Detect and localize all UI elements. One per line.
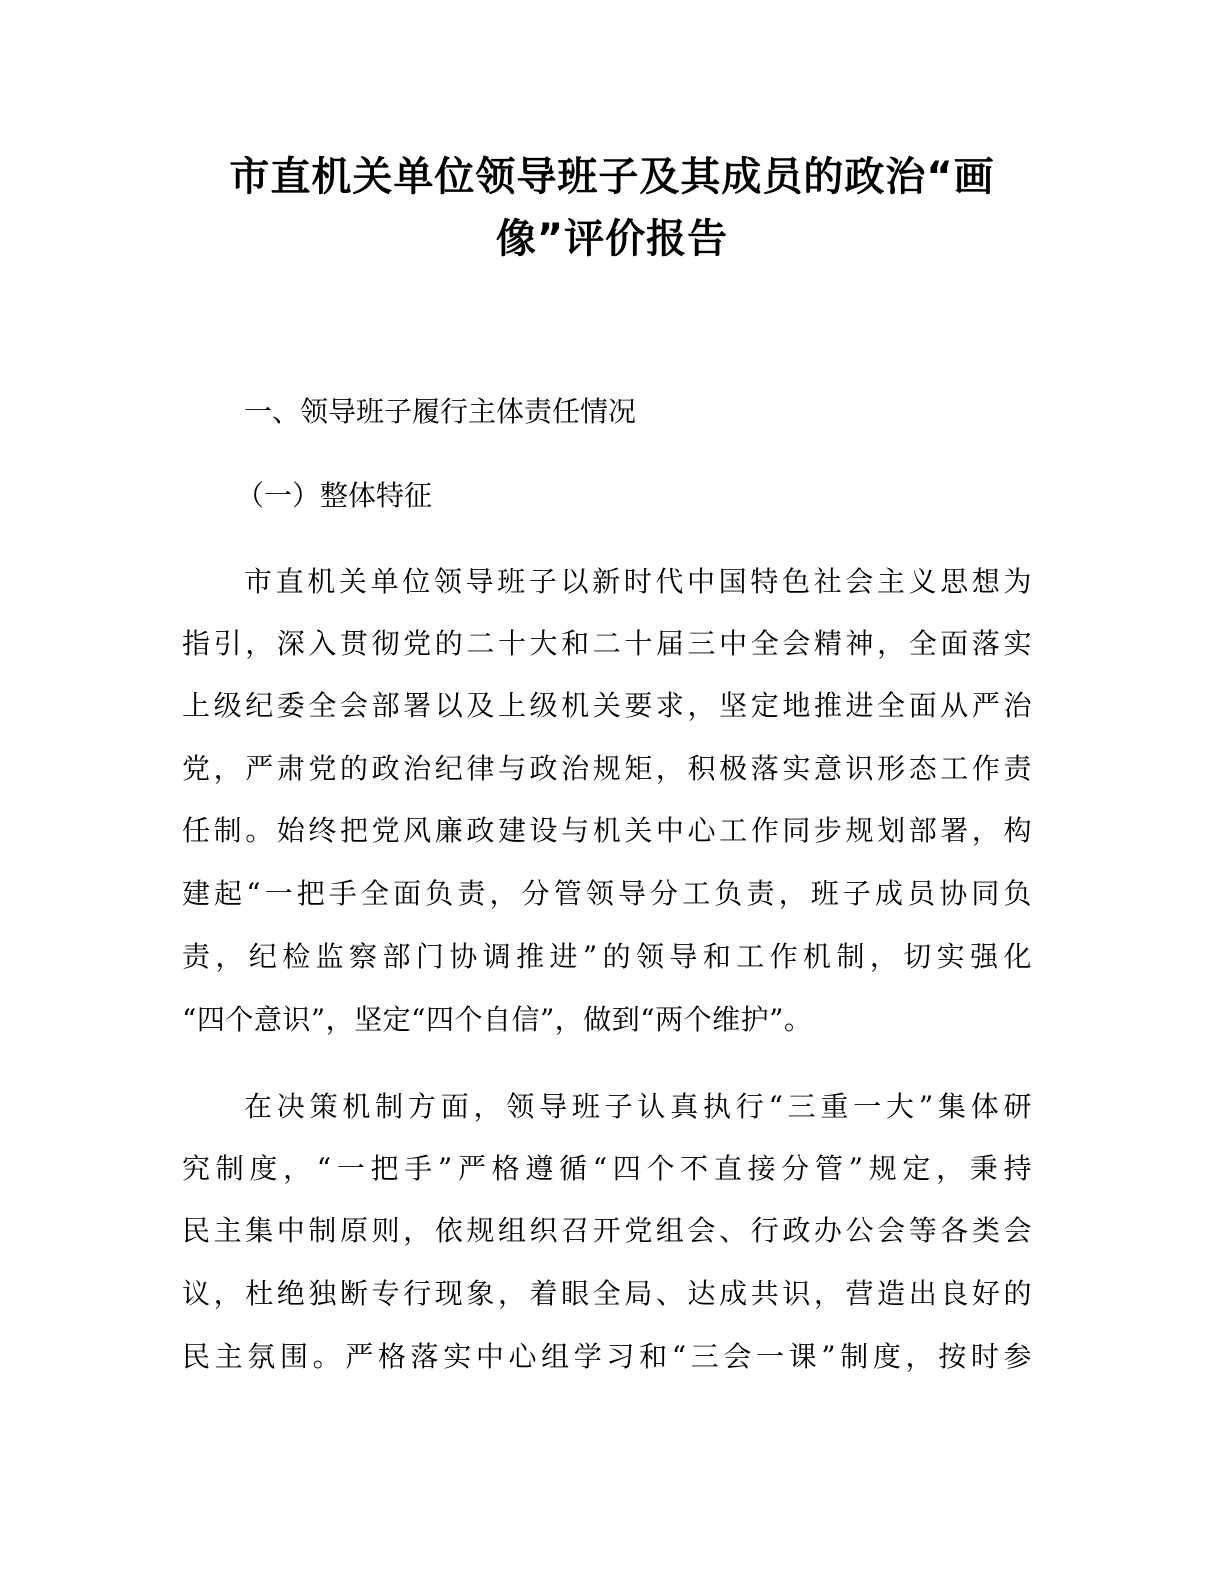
title-line-2: 像”评价报告 [495, 216, 729, 262]
section-heading: 一、领导班子履行主体责任情况 [244, 395, 637, 428]
title-line-1: 市直机关单位领导班子及其成员的政治“画 [229, 154, 995, 200]
paragraph-2-line: 民主氛围。严格落实中心组学习和“三会一课”制度，按时参 [182, 1340, 1032, 1373]
paragraph-1-line: 责，纪检监察部门协调推进”的领导和工作机制，切实强化 [182, 940, 1032, 973]
paragraph-1-line: 任制。始终把党风廉政建设与机关中心工作同步规划部署，构 [182, 814, 1032, 847]
paragraph-1-line: “四个意识”，坚定“四个自信”，做到“两个维护”。 [182, 1003, 813, 1036]
paragraph-1-line: 建起“一把手全面负责，分管领导分工负责，班子成员协同负 [182, 877, 1032, 910]
paragraph-1-line: 指引，深入贯彻党的二十大和二十届三中全会精神，全面落实 [182, 627, 1032, 660]
paragraph-2-line: 议，杜绝独断专行现象，着眼全局、达成共识，营造出良好的 [182, 1277, 1032, 1310]
subsection-heading: （一）整体特征 [236, 479, 433, 512]
paragraph-1-line: 党，严肃党的政治纪律与政治规矩，积极落实意识形态工作责 [182, 752, 1032, 785]
paragraph-2-line: 民主集中制原则，依规组织召开党组会、行政办公会等各类会 [182, 1214, 1032, 1247]
document-title [182, 146, 1042, 270]
paragraph-2-line: 究制度，“一把手”严格遵循“四个不直接分管”规定，秉持 [182, 1152, 1032, 1185]
paragraph-2-line: 在决策机制方面，领导班子认真执行“三重一大”集体研 [244, 1090, 1032, 1123]
paragraph-1-line: 市直机关单位领导班子以新时代中国特色社会主义思想为 [244, 565, 1032, 598]
paragraph-1-line: 上级纪委全会部署以及上级机关要求，坚定地推进全面从严治 [182, 689, 1032, 722]
